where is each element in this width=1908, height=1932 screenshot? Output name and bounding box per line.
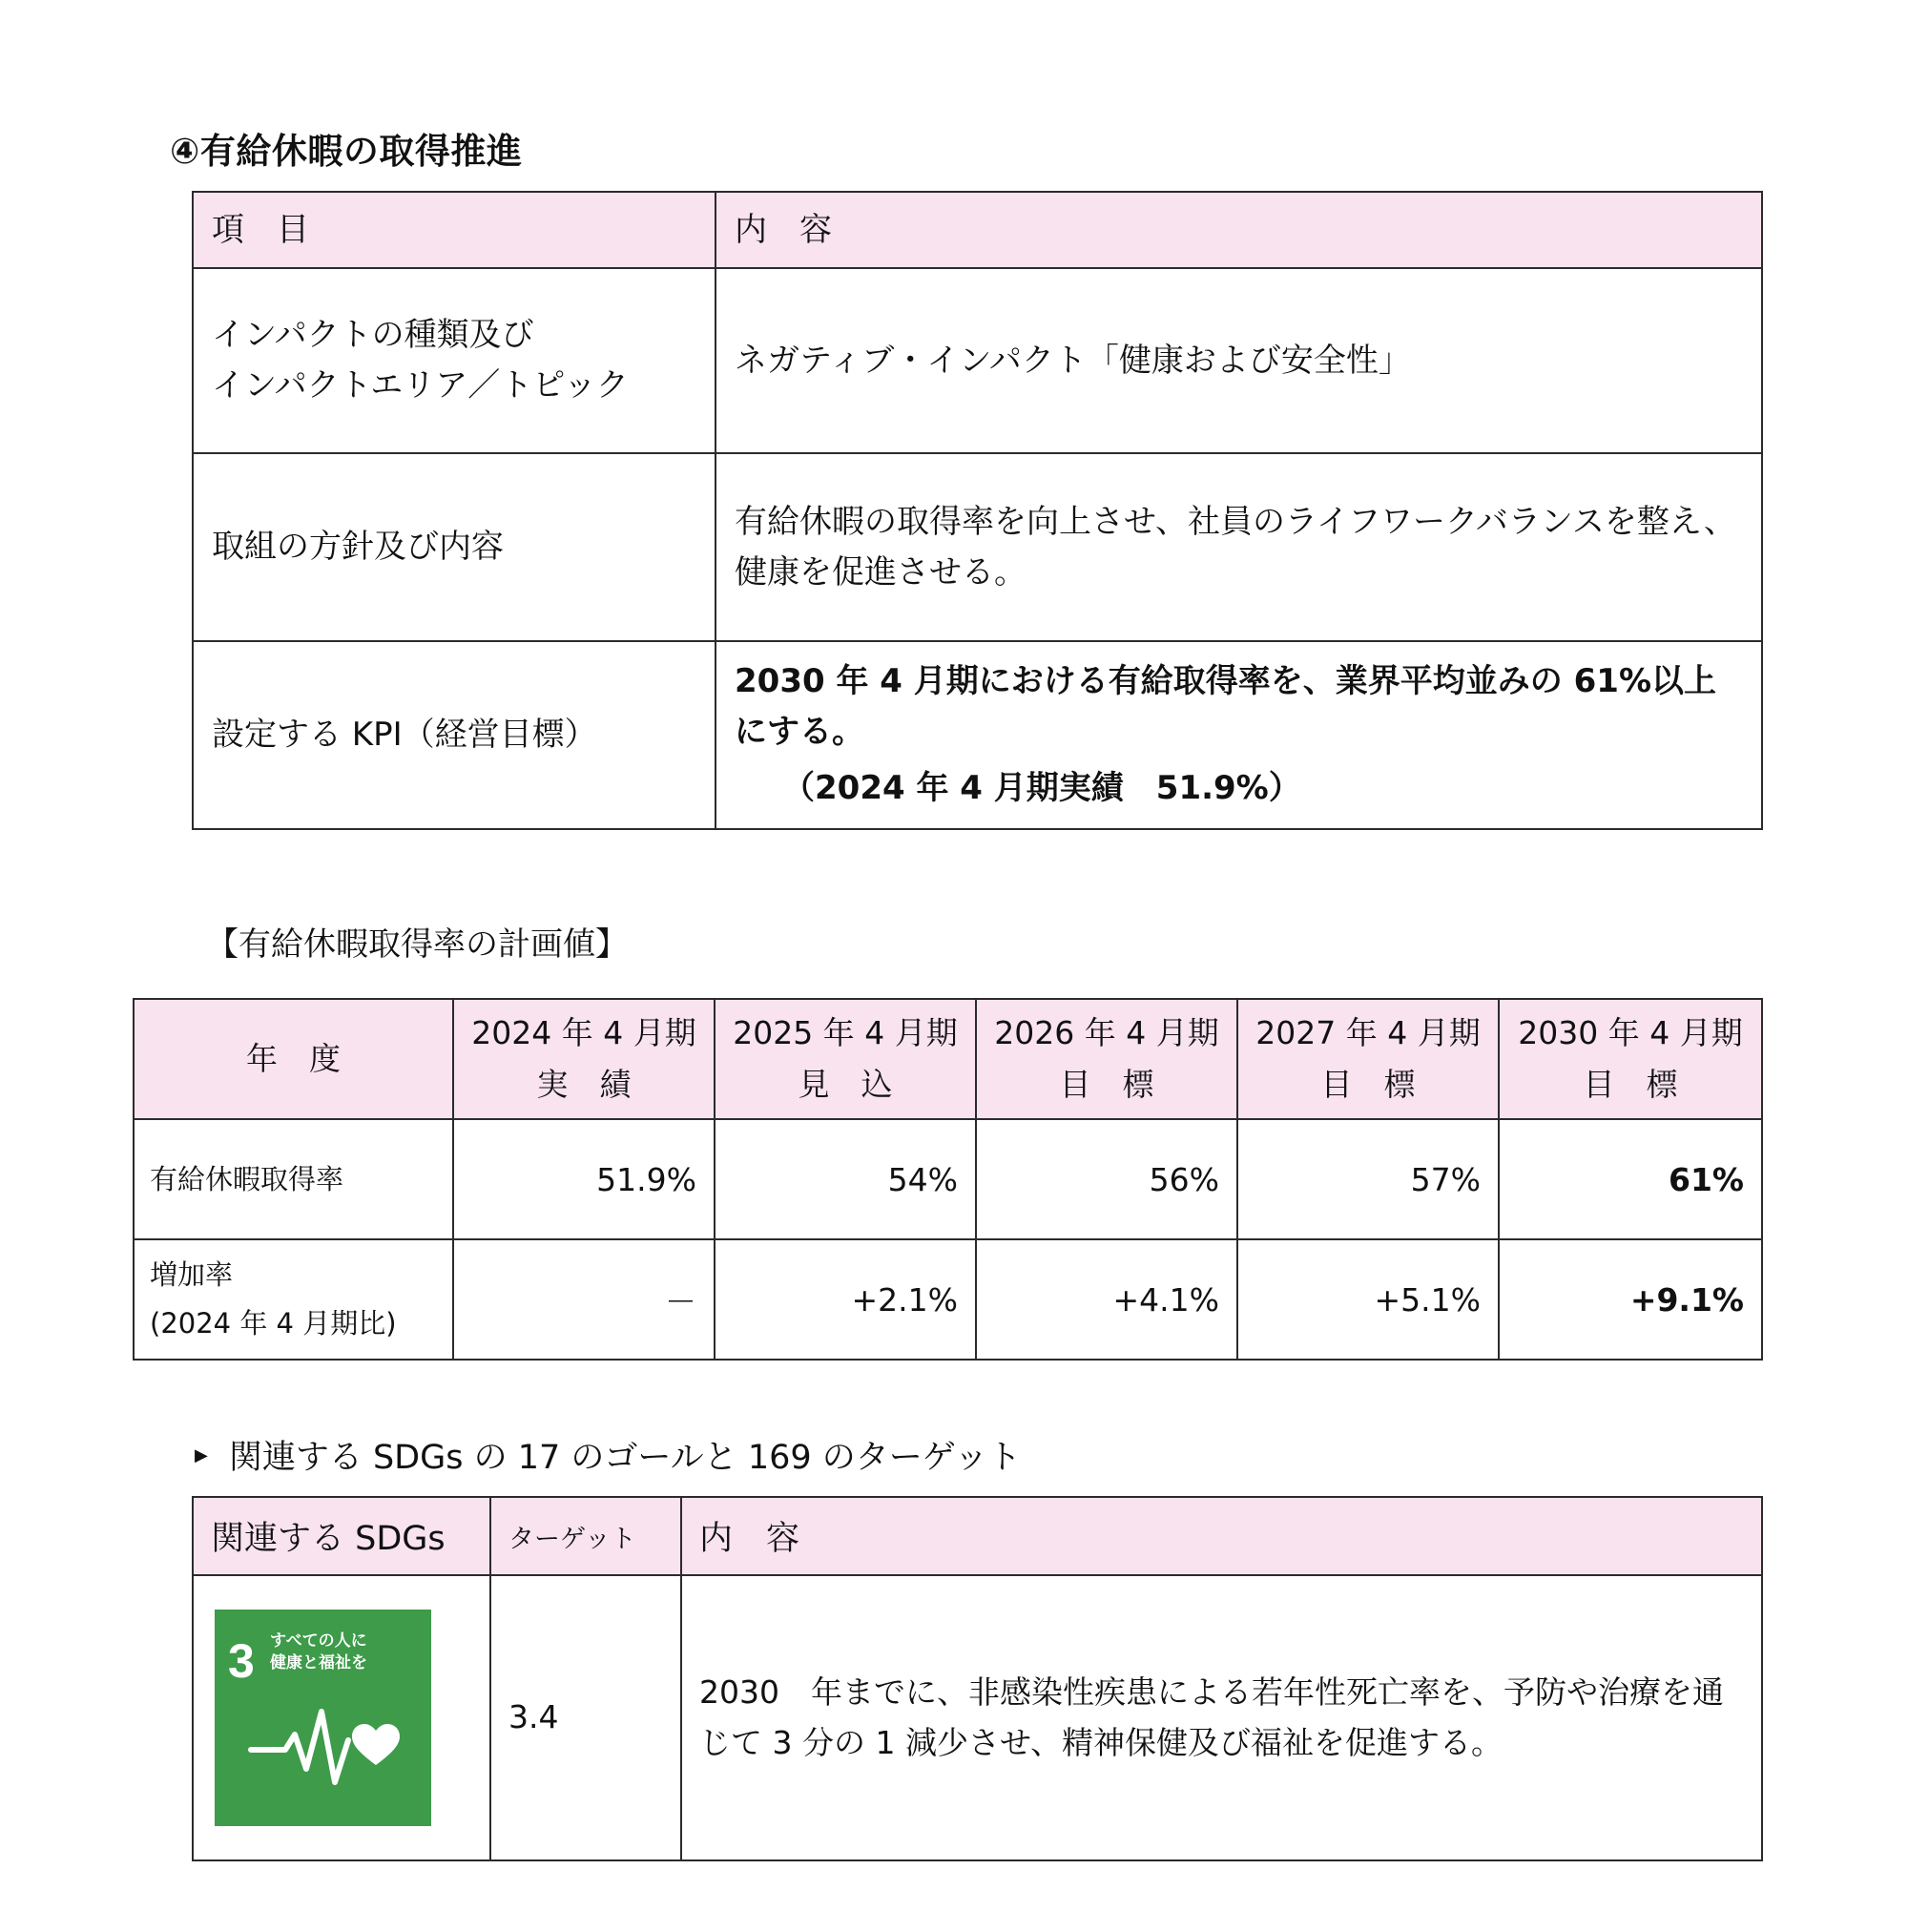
sdgs-heading — [195, 1431, 1021, 1479]
plan-table — [133, 998, 1763, 1361]
plan-table-header — [134, 999, 1762, 1119]
period-label: 2030 年 4 月期 — [1518, 1013, 1743, 1051]
row-content: ネガティブ・インパクト「健康および安全性」 — [716, 268, 1762, 453]
row-label: 取組の方針及び内容 — [193, 453, 716, 641]
header-period — [1499, 999, 1762, 1119]
kind-label: 目 標 — [1059, 1066, 1154, 1103]
sdg-number: 3 — [228, 1634, 255, 1688]
sdg-title — [270, 1631, 367, 1674]
kind-label: 目 標 — [1320, 1066, 1416, 1103]
sdg-title-line: 健康と福祉を — [270, 1652, 367, 1672]
value-cell: +5.1% — [1237, 1239, 1499, 1360]
heartbeat-heart-icon — [247, 1700, 400, 1796]
value-cell: 57% — [1237, 1119, 1499, 1239]
sdgs-table-header — [193, 1497, 1762, 1575]
value-cell: 51.9% — [453, 1119, 715, 1239]
table-row — [193, 453, 1762, 641]
value-cell: 54% — [715, 1119, 976, 1239]
triangle-bullet-icon: ▶ — [195, 1444, 208, 1465]
value-cell: +2.1% — [715, 1239, 976, 1360]
kind-label: 目 標 — [1583, 1066, 1678, 1103]
sdg-content: 2030 年までに、非感染性疾患による若年性死亡率を、予防や治療を通じて 3 分の 1 減少させ、精神保健及び福祉を促進する。 — [681, 1575, 1762, 1860]
sdg-cell — [193, 1575, 490, 1860]
header-content: 内 容 — [681, 1497, 1762, 1575]
sdg-goal-3-tile — [215, 1610, 431, 1826]
kpi-text: 2030 年 4 月期における有給取得率を、業界平均並みの 61%以上にする。 — [735, 662, 1717, 752]
value-cell-target: +9.1% — [1499, 1239, 1762, 1360]
section-title: ④有給休暇の取得推進 — [170, 131, 523, 172]
table-row — [193, 268, 1762, 453]
label-line: 増加率 — [150, 1258, 234, 1292]
header-period — [715, 999, 976, 1119]
sdg-title-line: すべての人に — [270, 1631, 367, 1651]
table-row — [134, 1119, 1762, 1239]
label-line: インパクトの種類及び — [212, 316, 534, 355]
target-number: 3.4 — [490, 1575, 681, 1860]
label-line: インパクトエリア／トピック — [212, 366, 629, 405]
period-label: 2024 年 4 月期 — [471, 1013, 696, 1051]
plan-caption: 【有給休暇取得率の計画値】 — [206, 925, 628, 964]
value-cell-target: 61% — [1499, 1119, 1762, 1239]
header-target: ターゲット — [490, 1497, 681, 1575]
row-content: 有給休暇の取得率を向上させ、社員のライフワークバランスを整え、健康を促進させる。 — [716, 453, 1762, 641]
kpi-actual: （2024 年 4 月期実績 51.9%） — [782, 768, 1301, 807]
kind-label: 実 績 — [536, 1066, 632, 1103]
header-item: 項 目 — [193, 192, 716, 268]
table-row — [134, 1239, 1762, 1360]
header-sdgs: 関連する SDGs — [193, 1497, 490, 1575]
row-label — [134, 1239, 453, 1360]
header-content: 内 容 — [716, 192, 1762, 268]
table-row — [193, 1575, 1762, 1860]
header-period — [453, 999, 715, 1119]
value-cell: 56% — [976, 1119, 1237, 1239]
row-label: 有給休暇取得率 — [134, 1119, 453, 1239]
sdgs-table — [192, 1496, 1763, 1861]
row-label — [193, 268, 716, 453]
period-label: 2026 年 4 月期 — [994, 1013, 1219, 1051]
label-line: (2024 年 4 月期比) — [150, 1307, 397, 1340]
kind-label: 見 込 — [798, 1066, 893, 1103]
impact-table-header — [193, 192, 1762, 268]
header-period — [1237, 999, 1499, 1119]
value-cell: +4.1% — [976, 1239, 1237, 1360]
header-period — [976, 999, 1237, 1119]
period-label: 2025 年 4 月期 — [733, 1013, 958, 1051]
period-label: 2027 年 4 月期 — [1255, 1013, 1481, 1051]
kpi-cell — [716, 641, 1762, 829]
impact-table — [192, 191, 1763, 830]
row-label: 設定する KPI（経営目標） — [193, 641, 716, 829]
table-row — [193, 641, 1762, 829]
value-cell: － — [453, 1239, 715, 1360]
header-year: 年 度 — [134, 999, 453, 1119]
sdgs-heading-text: 関連する SDGs の 17 のゴールと 169 のターゲット — [228, 1439, 1022, 1477]
